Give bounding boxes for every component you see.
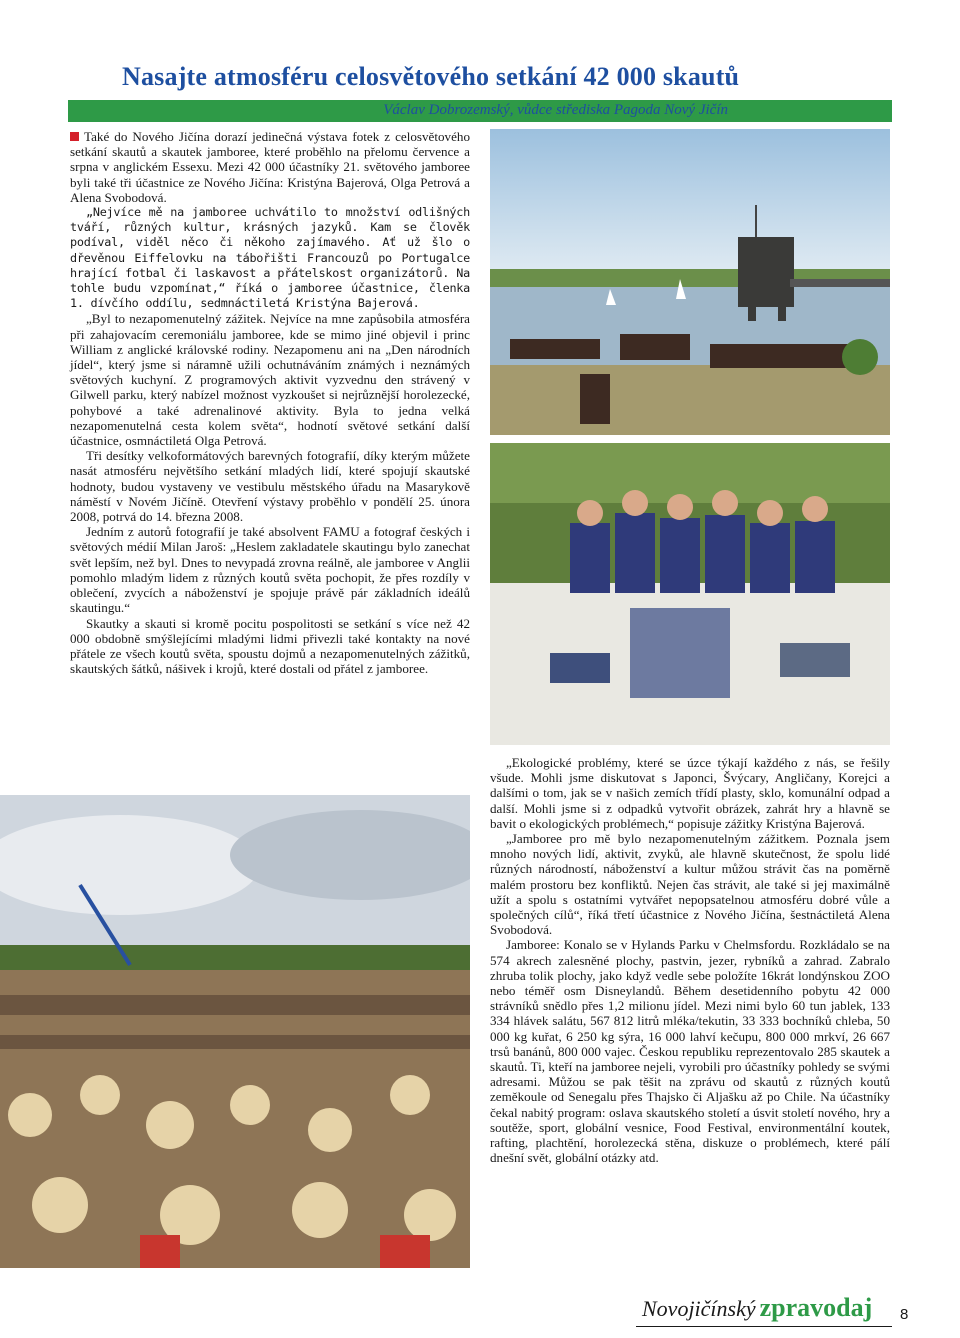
bullet-square-icon [70, 132, 79, 141]
paragraph: Jamboree: Konalo se v Hylands Parku v Chelmsfordu. Rozkládalo se na 574 akrech zalesněné plochy, pastvin, jezer, rybníků a zahrad. Zabralo zhruba tolik plochy, jako když vedle sebe položíte 16krát londýnskou ZOO nebo téměř osm Disneylandů. Během desetidenního pobytu 42 000 strávníků snědlo přes 1,2 milionu jídel. Mezi nimi bylo 60 tun jablek, 133 334 hlávek salátu, 567 812 litrů mléka/tekutin, 33 333 bochníků chleba, 50 000 kg kuřat, 6 250 kg sýra, 16 000 lahví kečupu, 800 000 mrkví, 26 667 trsů banánů, 800 000 vajec. Českou republiku reprezentovalo 285 skautek a skautů. Ti, kteří na jamboree nejeli, vyrobili pro účastníky pohledy se svými adresami. Můžou se pak těšit na zprávu od skautů z různých koutů zeměkoule od Senegalu přes Thajsko či Aljašku až po Chile. Na účastníky čekal nabitý program: oslava skautského století a úsvit století nového, hry a soutěže, sport, globální vesnice, Food Festival, environmentální koutek, rafting, plachtění, horolezecká stěna, diskuze o problémech, které pálí dnešní svět, globální otázky atd. [490, 937, 890, 1166]
publication-logo: Novojičínský zpravodaj [642, 1293, 873, 1322]
paragraph: Také do Nového Jičína dorazí jedinečná výstava fotek z celosvětového setkání skautů a skautek jamboree, které proběhlo na přelomu července a srpna v anglickém Essexu. Mezi 42 000 účastníky 21. světového jamboree byli také tři účastnice ze Nového Jičína: Kristýna Bajerová, Olga Petrová a Alena Svobodová. [70, 129, 470, 205]
page-title: Nasajte atmosféru celosvětového setkání 42 000 skautů [122, 62, 740, 91]
paragraph: „Ekologické problémy, které se úzce týkají každého z nás, se řešily všude. Mohli jsme diskutovat s Japonci, Švýcary, Angličany, Korejci a dalšími o tom, jak se v našich zemích třídí plasty, sklo, komunální odpad a další. Mohli jsme si z odpadků vytvořit obrázek, zahrát hry a hlavně se bavit o ekologických problémech,“ popisuje zážitky Kristýna Bajerová. [490, 755, 890, 831]
crowd-photo [0, 795, 470, 1268]
paragraph: „Nejvíce mě na jamboree uchvátilo to množství odlišných tváří, různých kultur, krásných jazyků. Kam se člověk podíval, viděl něco či někoho zajímavého. Ať už šlo o dřevěnou Eiffelovku na tábořišti Francouzů po Portugalce hrající fotbal či laskavost a přátelskost organizátorů. Na tohle budu vzpomínat,“ říká o jamboree účastnice, členka 1. dívčího oddílu, sedmnáctiletá Kristýna Bajerová. [70, 205, 470, 311]
left-text-column [70, 129, 470, 676]
paragraph: Tři desítky velkoformátových barevných fotografií, díky kterým můžete nasát atmosféru největšího setkání mladých lidí, které spojují skautské hodnoty, budou vystaveny ve vestibulu městského úřadu na Masarykově náměstí v Novém Jičíně. Otevření výstavy proběhlo v pondělí 25. února 2008, potrvá do 14. března 2008. [70, 448, 470, 525]
author-byline: Václav Dobrozemský, vůdce střediska Pagoda Nový Jičín [383, 102, 728, 118]
lake-photo [490, 129, 890, 435]
paragraph: Jedním z autorů fotografií je také absolvent FAMU a fotograf českých i světových médií Milan Jaroš: „Heslem zakladatele skautingu bylo zanechat svět lepším, než byl. Dnes to nevypadá zrovna reálně, ale jamboree v Anglii pomohlo mladým lidem z různých koutů světa pochopit, že přes rozdíly v oblečení, zvycích a náboženství je spojuje právě pár základních ideálů skautingu.“ [70, 524, 470, 616]
paragraph: Skautky a skauti si kromě pocitu pospolitosti se setkání s více než 42 000 obdobně smýšlejícími mladými lidmi přivezli také kontakty na nové přátele ze všech koutů světa, spoustu dojmů a nezapomenutelných zážitků, skautských šátků, nášivek i krojů, které dostali od přátel z jamboree. [70, 615, 470, 677]
footer-rule [636, 1326, 892, 1327]
right-text-column [490, 755, 890, 1165]
paragraph: „Jamboree pro mě bylo nezapomenutelným zážitkem. Poznala jsem mnoho nových lidí, aktivit, zvyků, ale hlavně skutečnost, že spolu lidé různých národností, náboženství a kultur můžou strávit čas na poměrně malém prostoru bez konfliktů. Nejen čas strávit, ale také si jej maximálně užít a spolu s ostatními vytvářet nepopsatelnou atmosféru dobré vůle a společných cílů“, říká třetí účastnice z Nového Jičína, šestnáctiletá Alena Svobodová. [490, 831, 890, 938]
page-number: 8 [900, 1306, 909, 1323]
paragraph: „Byl to nezapomenutelný zážitek. Nejvíce na mne zapůsobila atmosféra při zahajovacím ceremoniálu jamboree, kde se mimo jiné objevil i princ William z anglické královské rodiny. Nezapomenu ani na „Den národních jídel“, který jsme si náramně užili ochutnáváním známých i neznámých světových kuchyní. Z programových aktivit vyzvednu den strávený v Gilwell parku, který nabízel možnost vyzkoušet si nejrůznější horolezecké, pohybové a také adrenalinové aktivity. Byla to jedna velká nezapomenutelná cesta kolem světa“, hodnotí světové setkání další účastnice, osmnáctiletá Olga Petrová. [70, 311, 470, 449]
scouts-eco-photo [490, 443, 890, 745]
